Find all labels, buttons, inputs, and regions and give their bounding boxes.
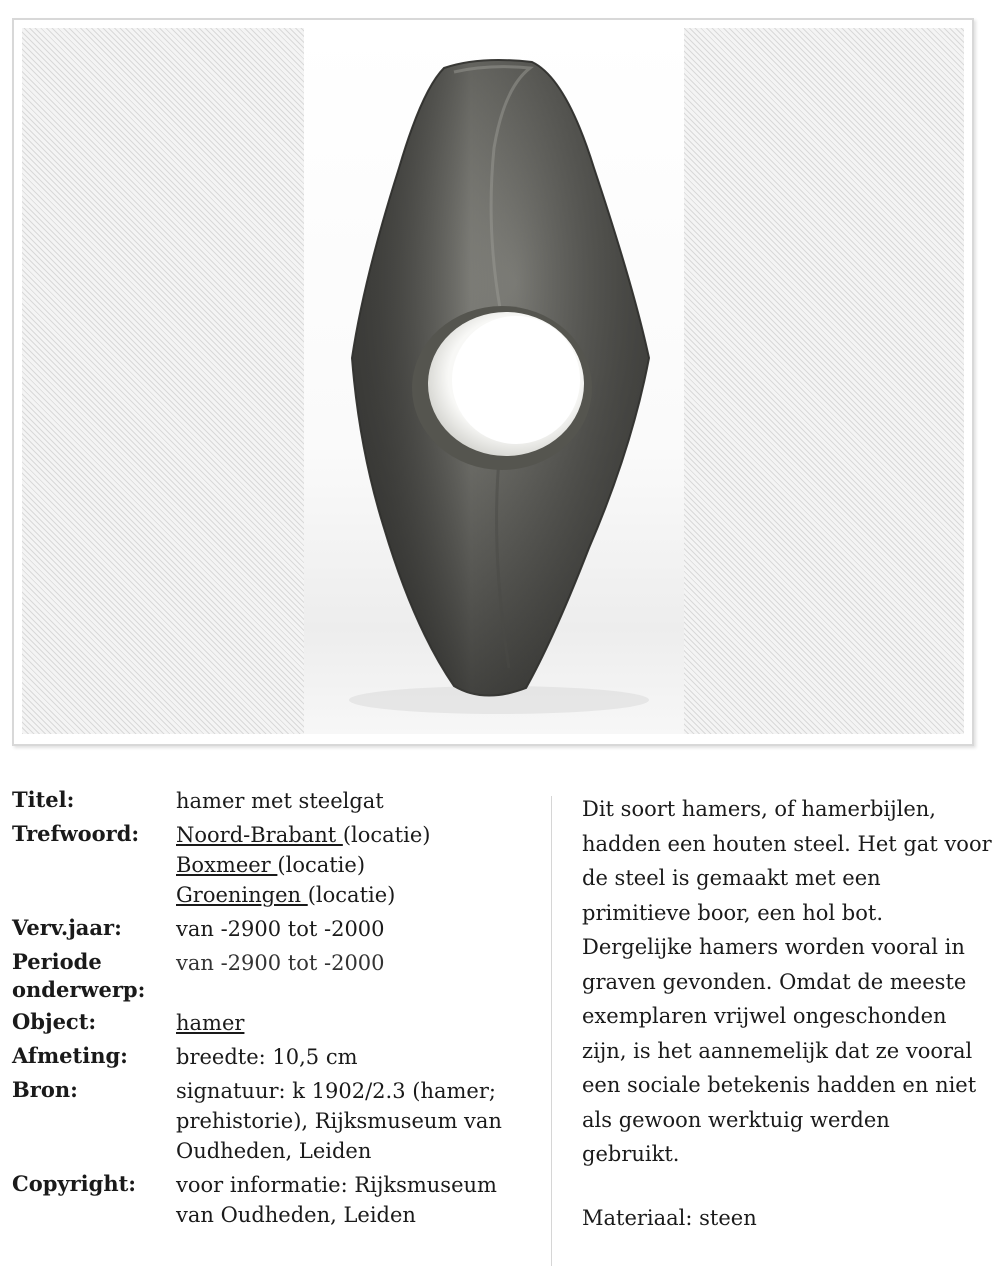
meta-row-object xyxy=(12,1008,542,1038)
title-label: Titel: xyxy=(12,787,75,812)
period-label: Periode onderwerp: xyxy=(12,949,146,1002)
keyword-item xyxy=(176,880,542,910)
copyright-value: voor informatie: Rijksmuseum van Oudheden, Leiden xyxy=(176,1173,497,1227)
copyright-label: Copyright: xyxy=(12,1171,137,1196)
meta-row-keyword xyxy=(12,820,542,910)
photo-pattern-right xyxy=(682,28,964,734)
photo-pattern-left xyxy=(22,28,304,734)
keyword-item xyxy=(176,850,542,880)
keyword-suffix: (locatie) xyxy=(277,853,366,877)
source-value: signatuur: k 1902/2.3 (hamer; prehistorie), Rijksmuseum van Oudheden, Leiden xyxy=(176,1079,502,1163)
source-label: Bron: xyxy=(12,1077,78,1102)
object-label: Object: xyxy=(12,1009,97,1034)
object-value xyxy=(176,1008,542,1038)
year-value: van -2900 tot -2000 xyxy=(176,917,385,941)
keyword-suffix: (locatie) xyxy=(307,883,396,907)
meta-row-period xyxy=(12,948,542,1004)
meta-row-year xyxy=(12,914,542,944)
keyword-link-groeningen[interactable]: Groeningen xyxy=(176,883,308,907)
title-value: hamer met steelgat xyxy=(176,789,384,813)
object-link-hamer[interactable]: hamer xyxy=(176,1011,245,1035)
dimension-label: Afmeting: xyxy=(12,1043,128,1068)
keyword-link-noord-brabant[interactable]: Noord-Brabant xyxy=(176,823,343,847)
dimension-value: breedte: 10,5 cm xyxy=(176,1045,358,1069)
year-label: Verv.jaar: xyxy=(12,915,122,940)
keyword-label: Trefwoord: xyxy=(12,821,140,846)
keyword-item xyxy=(176,820,542,850)
meta-row-copyright xyxy=(12,1170,542,1230)
meta-row-dimension xyxy=(12,1042,542,1072)
meta-row-title xyxy=(12,786,542,816)
keyword-values xyxy=(176,820,542,910)
object-photo-frame xyxy=(12,18,974,746)
keyword-suffix: (locatie) xyxy=(342,823,431,847)
object-description: Dit soort hamers, of hamerbijlen, hadden een houten steel. Het gat voor de steel is gemaakt met een primitieve boor, een hol bot. Dergelijke hamers worden vooral in graven gevonden. Omdat de meeste exemplaren vrijwel ongeschonden zijn, is het aannemelijk dat ze vooral een sociale betekenis hadden en niet als gewoon werktuig werden gebruikt. xyxy=(582,797,992,1166)
object-metadata xyxy=(12,786,542,1234)
object-photo xyxy=(304,28,684,734)
material-info: Materiaal: steen xyxy=(582,1206,757,1230)
stone-hammer-image xyxy=(304,28,684,740)
column-divider xyxy=(551,796,552,1266)
period-value: van -2900 tot -2000 xyxy=(176,951,385,975)
keyword-link-boxmeer[interactable]: Boxmeer xyxy=(176,853,278,877)
meta-row-source xyxy=(12,1076,542,1166)
